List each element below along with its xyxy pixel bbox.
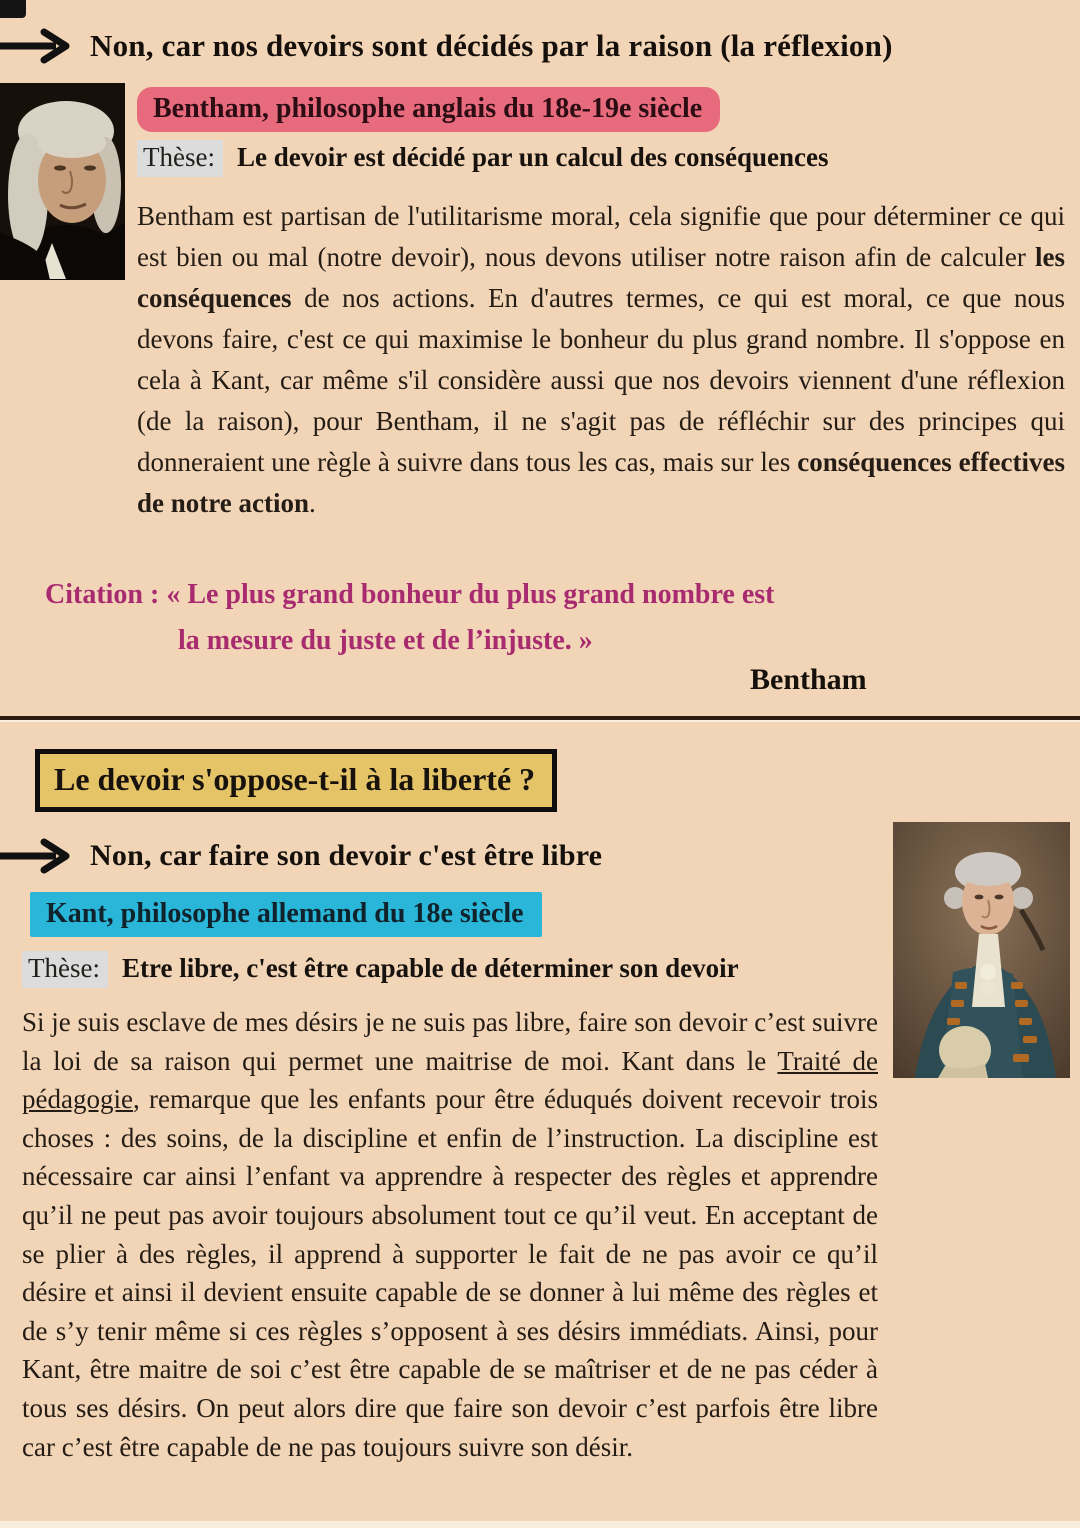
kant-paragraph: Si je suis esclave de mes désirs je ne suis pas libre, faire son devoir c’est suivre la loi de sa raison qui permet une maitrise de moi. Kant dans le Traité de pédagogie, remarque que les enfants pour être éduqués doivent recevoir trois choses : des soins, de la discipline et enfin de l’instruction. La discipline est nécessaire car ainsi l’enfant va apprendre à respecter des règles et apprendre qu’il ne peut pas avoir toujours absolument tout ce qu’il veut. En acceptant de se plier à des règles, il apprend à supporter le fait de ne pas avoir ce qu’il désire et ainsi il devient ensuite capable de se donner à lui même des règles et de s’y tenir même si ces règles s’opposent à ses désirs immédiats. Ainsi, pour Kant, être maitre de soi c’est être capable de se maîtriser et de ne pas céder à tous ses désirs. On peut alors dire que faire son devoir c’est parfois être libre car c’est être capable de ne pas toujours suivre son désir. — [22, 1007, 878, 1462]
kant-these-text: Etre libre, c'est être capable de déterminer son devoir — [121, 953, 739, 983]
bentham-heading: Bentham, philosophe anglais du 18e-19e siècle — [137, 87, 720, 132]
these-label: Thèse: — [137, 140, 223, 177]
arrow-right-icon — [0, 26, 70, 66]
citation-author: Bentham — [750, 663, 867, 696]
citation-line2: la mesure du juste et de l’injuste. » — [178, 625, 593, 656]
bentham-these-row — [137, 140, 828, 177]
page-bottom-edge — [0, 1521, 1080, 1528]
kant-claim-row — [0, 836, 602, 876]
kant-section-title: Le devoir s'oppose-t-il à la liberté ? — [35, 749, 557, 812]
kant-portrait — [893, 822, 1070, 1078]
bentham-claim-row — [0, 26, 893, 66]
cropped-edge-mark — [0, 0, 26, 18]
citation-line1: « Le plus grand bonheur du plus grand nombre est — [166, 579, 775, 610]
bentham-these-text: Le devoir est décidé par un calcul des conséquences — [236, 142, 829, 172]
kant-heading: Kant, philosophe allemand du 18e siècle — [30, 892, 542, 937]
bentham-paragraph: Bentham est partisan de l'utilitarisme moral, cela signifie que pour déterminer ce qui est bien ou mal (notre devoir), nous devons utiliser notre raison afin de calculer les conséquences de nos actions. En d'autres termes, ce qui est moral, ce que nous devons faire, c'est ce qui maximise le bonheur du plus grand nombre. Il s'oppose en cela à Kant, car même s'il considère aussi que nos devoirs viennent d'une réflexion (de la raison), pour Bentham, il ne s'agit pas de réfléchir sur des principes qui donneraient une règle à suivre dans tous les cas, mais sur les conséquences effectives de notre action. — [137, 201, 1065, 518]
citation-label: Citation : — [45, 579, 160, 610]
arrow-right-icon — [0, 836, 70, 876]
bentham-citation — [45, 572, 774, 664]
bentham-portrait — [0, 83, 125, 280]
kant-these-row — [22, 951, 739, 988]
these-label: Thèse: — [22, 951, 108, 988]
section-divider — [0, 716, 1080, 722]
bentham-claim-text: Non, car nos devoirs sont décidés par la raison (la réflexion) — [90, 28, 893, 63]
kant-claim-text: Non, car faire son devoir c'est être libre — [90, 839, 603, 872]
